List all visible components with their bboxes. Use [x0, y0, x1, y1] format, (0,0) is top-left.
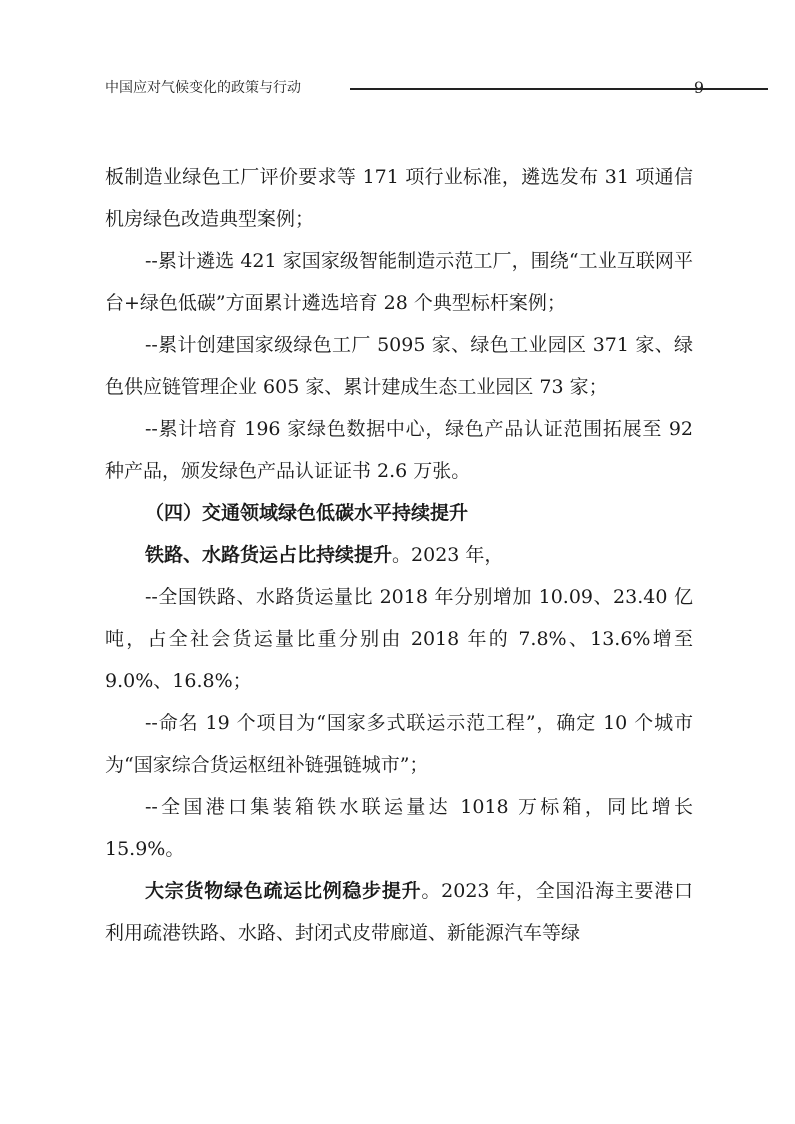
running-title: 中国应对气候变化的政策与行动 [105, 80, 301, 96]
paragraph-text: 。2023 年， [392, 544, 504, 566]
bullet-freight-volume: --全国铁路、水路货运量比 2018 年分别增加 10.09、23.40 亿吨，占全社会货运量比重分别由 2018 年的 7.8%、13.6%增至 9.0%、16.8%； [105, 586, 693, 692]
bullet-green-factories: --累计创建国家级绿色工厂 5095 家、绿色工业园区 371 家、绿色供应链管理企业 605 家、累计建成生态工业园区 73 家； [105, 334, 693, 398]
section-heading: （四）交通领域绿色低碳水平持续提升 [145, 502, 469, 524]
paragraph-lead: 铁路、水路货运占比持续提升 [145, 544, 393, 566]
paragraph-lead: 大宗货物绿色疏运比例稳步提升 [145, 880, 422, 902]
paragraph-rail-water-share [105, 534, 693, 576]
paragraph-continued: 板制造业绿色工厂评价要求等 171 项行业标准，遴选发布 31 项通信机房绿色改造典型案例； [105, 166, 693, 230]
bullet-container-rail-water: --全国港口集装箱铁水联运量达 1018 万标箱，同比增长 15.9%。 [105, 796, 693, 860]
header-rule [350, 88, 768, 90]
bullet-smart-manufacturing: --累计遴选 421 家国家级智能制造示范工厂，围绕“工业互联网平台+绿色低碳”方面累计遴选培育 28 个典型标杆案例； [105, 250, 693, 314]
paragraph-text: 。2023 年，全国沿海主要港口利用疏港铁路、水路、封闭式皮带廊道、新能源汽车等绿 [105, 880, 693, 944]
bullet-green-data-centers: --累计培育 196 家绿色数据中心，绿色产品认证范围拓展至 92 种产品，颁发绿色产品认证证书 2.6 万张。 [105, 418, 693, 482]
bullet-multimodal-projects: --命名 19 个项目为“国家多式联运示范工程”，确定 10 个城市为“国家综合货运枢纽补链强链城市”； [105, 712, 693, 776]
document-body [105, 156, 693, 954]
page-number: 9 [693, 78, 704, 97]
paragraph-bulk-cargo [105, 870, 693, 954]
page-header [105, 78, 710, 100]
